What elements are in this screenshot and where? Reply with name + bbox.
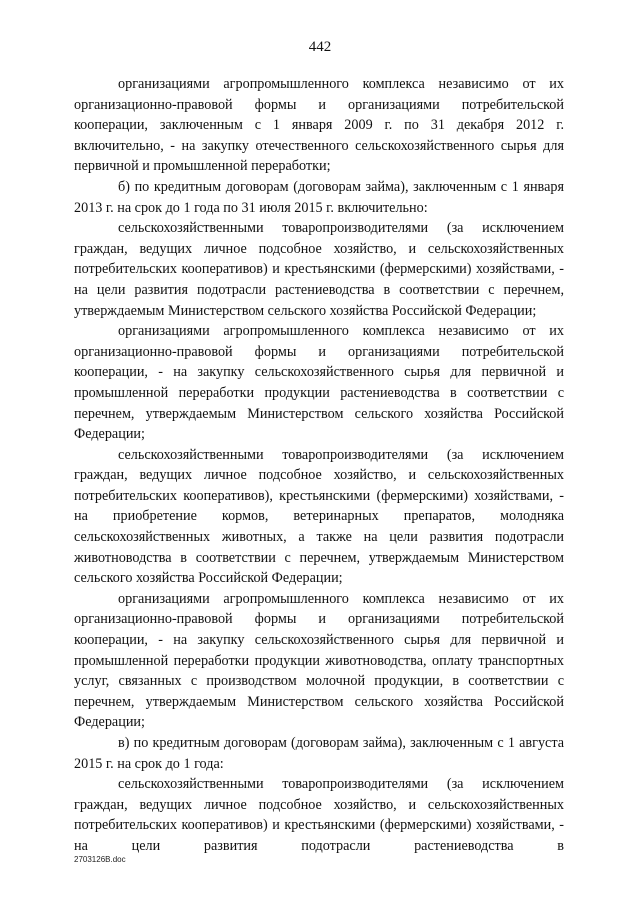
paragraph: организациями агропромышленного комплекса независимо от их организационно-правовой формы и организациями потребительской кооперации, - на закупку сельскохозяйственного сырья для первичной и промышленной переработки продукции растениеводства в соответствии с перечнем, утверждаемым Министерством сельского хозяйства Российской Федерации; <box>74 323 564 443</box>
paragraph: сельскохозяйственными товаропроизводителями (за исключением граждан, ведущих личное подсобное хозяйство, и сельскохозяйственных потребительских кооперативов) и крестьянскими (фермерскими) хозяйствами, - на цели развития подотрасли растениеводства в <box>74 776 564 854</box>
paragraph: организациями агропромышленного комплекса независимо от их организационно-правовой формы и организациями потребительской кооперации, заключенным с 1 января 2009 г. по 31 декабря 2012 г. включительно, - на закупку отечественного сельскохозяйственного сырья для первичной и промышленной переработки; <box>74 76 564 175</box>
footer-filename: 2703126B.doc <box>74 855 126 864</box>
page-number: 442 <box>308 39 332 55</box>
paragraph: сельскохозяйственными товаропроизводителями (за исключением граждан, ведущих личное подсобное хозяйство, и сельскохозяйственных потребительских кооперативов), крестьянскими (фермерскими) хозяйствами, - на приобретение кормов, ветеринарных препаратов, молодняка сельскохозяйственных животных, а также на цели развития подотрасли животноводства в соответствии с перечнем, утверждаемым Министерством сельского хозяйства Российской Федерации; <box>74 446 564 587</box>
paragraph: в) по кредитным договорам (договорам займа), заключенным с 1 августа 2015 г. на срок до 1 года: <box>74 735 564 772</box>
paragraph: б) по кредитным договорам (договорам займа), заключенным с 1 января 2013 г. на срок до 1 года по 31 июля 2015 г. включительно: <box>74 178 564 216</box>
paragraph: сельскохозяйственными товаропроизводителями (за исключением граждан, ведущих личное подсобное хозяйство, и сельскохозяйственных потребительских кооперативов) и крестьянскими (фермерскими) хозяйствами, - на цели развития подотрасли растениеводства в соответствии с перечнем, утверждаемым Министерством сельского хозяйства Российской Федерации; <box>74 220 564 319</box>
document-body <box>74 74 564 857</box>
paragraph: организациями агропромышленного комплекса независимо от их организационно-правовой формы и организациями потребительской кооперации, - на закупку сельскохозяйственного сырья для первичной и промышленной переработки продукции животноводства, оплату транспортных услуг, связанных с производством молочной продукции, в соответствии с перечнем, утверждаемым Министерством сельского хозяйства Российской Федерации; <box>74 590 564 731</box>
